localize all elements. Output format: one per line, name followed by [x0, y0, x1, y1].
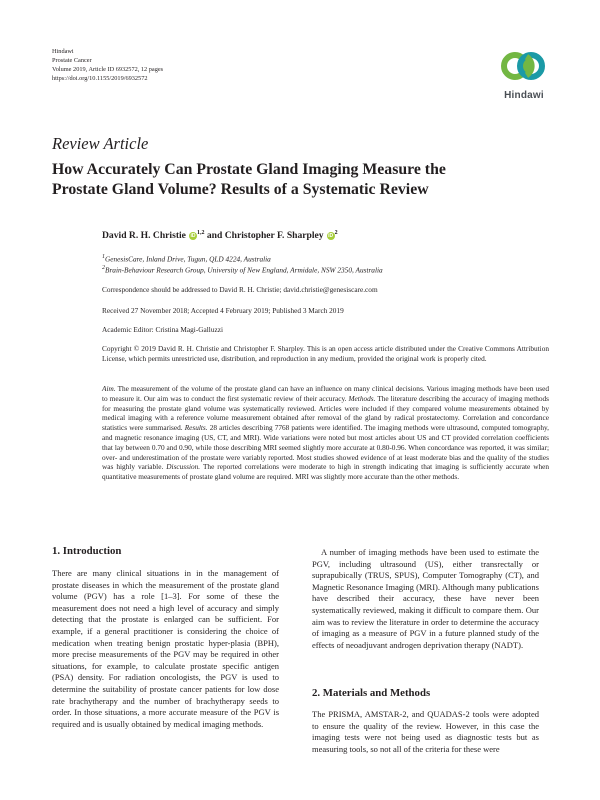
section-heading: 1. Introduction — [52, 545, 122, 557]
methods-text — [312, 709, 539, 755]
title-line: Prostate Gland Volume? Results of a Systematic Review — [52, 180, 429, 198]
journal-info — [52, 47, 163, 83]
abstract-discussion-label: Discussion. — [166, 462, 201, 472]
abstract-discussion: The reported correlations were moderate to high in strength indicating that imaging is sufficiently accurate when quantitative measurements of prostate gland volume are required. MRI was slightly more accurate than the other methods. — [102, 462, 550, 482]
author-name: David R. H. Christie — [102, 230, 186, 242]
dates: Received 27 November 2018; Accepted 4 February 2019; Published 3 March 2019 — [102, 306, 344, 315]
author-connector: and — [204, 230, 225, 242]
orcid-icon[interactable]: iD — [190, 233, 196, 240]
abstract-aim: The measurement of the volume of the prostate gland can have an influence on many clinical decisions. Various imaging methods have been used to measure it. Our aim was to conduct the first systematic review of their accuracy. — [102, 384, 549, 403]
academic-editor: Academic Editor: Cristina Magi-Galluzzi — [102, 325, 223, 334]
author-name: Christopher F. Sharpley — [224, 230, 324, 242]
paragraph: A number of imaging methods have been used to estimate the PGV, including ultrasound (US), either transrectally or suprapubically (TRUS, SPUS), Computer Tomography (CT), and Magnetic Resonance Imaging (MRI). Although many publications have described their accuracy, these have never been systematically reviewed, making it difficult to compare them. Our aim was to review the literature in order to determine the accuracy of imaging as a measure of PGV in a future planned study of the effects of neoadjuvant androgen deprivation therapy (NADT). — [312, 547, 539, 650]
hindawi-logo-icon — [498, 46, 548, 90]
paragraph: The PRISMA, AMSTAR-2, and QUADAS-2 tools were adopted to ensure the quality of the review. However, in this case the imaging tests were not being used as diagnostic tests but as measuring tools, so not all of the criteria for these were — [312, 709, 539, 754]
abstract-methods-label: Methods. — [348, 393, 376, 403]
abstract-results-label: Results. — [184, 423, 208, 433]
hindawi-logo[interactable] — [498, 46, 548, 108]
intro-text — [52, 568, 279, 730]
abstract-methods: The literature describing the accuracy of imaging methods for measuring the prostate gland volume was systematically reviewed. Articles were included if they compared volume measurements obtained by medical imaging with a reference volume measurement obtained after removal of the gland by radical prostatectomy. Correlation and concordance statistics were summarised. — [102, 393, 550, 433]
volume-line: Volume 2019, Article ID 6932572, 12 pages — [52, 66, 164, 73]
affiliation — [102, 254, 271, 263]
abstract-results: 28 articles describing 7768 patients were identified. The imaging methods were ultrasound, computed tomography, and magnetic resonance imaging (US, CT, and MRI). Wide variations were noted but most articles about US and CT provided correlation coefficients that lay between 0.70 and 0.90, while those describing MRI seemed slightly more accurate at 0.80-0.96. When concordance was reported, it was similar; over- and underestimation of the prostate were variably reported. Most studies showed evidence of at least moderate bias and the quality of the studies was highly variable. — [102, 423, 549, 472]
section-heading: 2. Materials and Methods — [312, 687, 431, 699]
article-title — [52, 160, 512, 199]
affiliation-text: GenesisCare, Inland Drive, Tugun, QLD 4224, Australia — [105, 254, 271, 264]
article-type: Review Article — [52, 134, 149, 153]
author-affiliation-sup: 2 — [334, 230, 338, 236]
affiliation — [102, 265, 383, 274]
journal-name: Prostate Cancer — [52, 57, 92, 64]
paragraph: There are many clinical situations in in the management of prostate diseases in which the measurement of the prostate gland volume (PGV) has a role [1–3]. For some of these the measurement does not need a high level of accuracy and simply detecting that the prostate is enlarged can be sufficient. For example, if a general practitioner is considering the choice of medication when treating benign prostatic hyper-plasia (BPH), more precise measurements of the PGV may be required in other situations, for example, to calculate prostate specific antigen (PSA) density. For radiation oncologists, the PGV is used to determine the suitability of prostate cancer patients for low dose rate brachytherapy and the number of brachytherapy seeds to order. In those situations, a more accurate measure of the PGV is required and is usually obtained by medical imaging methods. — [52, 568, 279, 729]
abstract-aim-label: Aim. — [102, 384, 116, 393]
abstract — [102, 384, 549, 482]
affiliation-sup: 1 — [102, 254, 105, 260]
right-column-text — [312, 547, 539, 651]
copyright-notice: Copyright © 2019 David R. H. Christie and Christopher F. Sharpley. This is an open access article distributed under the Creative Commons Attribution License, which permits unrestricted use, distribution, and reproduction in any medium, provided the original work is properly cited. — [102, 344, 549, 363]
logo-text: Hindawi — [504, 90, 544, 101]
affiliation-text: Brain-Behaviour Research Group, University of New England, Armidale, NSW 2350, Australia — [105, 265, 383, 275]
orcid-icon[interactable]: iD — [328, 233, 334, 240]
title-line: How Accurately Can Prostate Gland Imaging Measure the — [52, 161, 446, 178]
affiliation-sup: 2 — [102, 265, 105, 271]
author-list — [102, 230, 338, 241]
doi-link[interactable]: https://doi.org/10.1155/2019/6932572 — [52, 75, 148, 82]
correspondence: Correspondence should be addressed to David R. H. Christie; david.christie@genesiscare.com — [102, 285, 378, 294]
publisher-name: Hindawi — [52, 48, 74, 55]
author-affiliation-sup: 1,2 — [196, 230, 205, 236]
